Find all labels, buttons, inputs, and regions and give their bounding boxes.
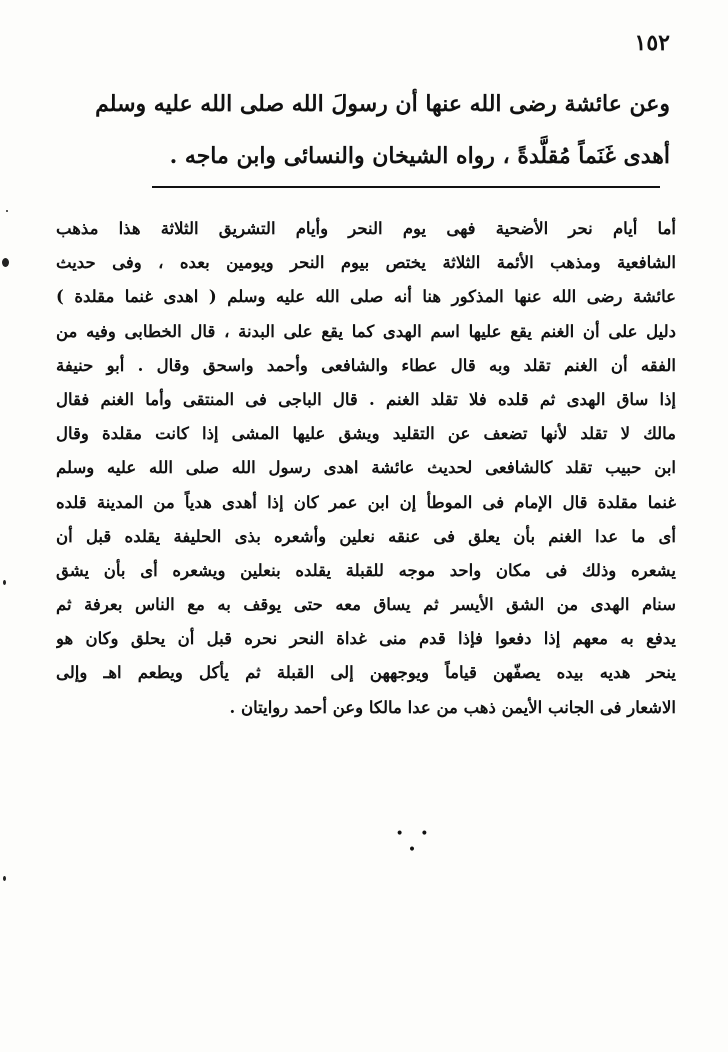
- commentary-line: دليل على أن الغنم يقع عليها اسم الهدى كما يقع على البدنة ، قال الخطابى وفيه من: [56, 321, 676, 341]
- commentary-line: سنام الهدى من الشق الأيسر ثم يساق معه حتى يوقف به مع الناس بعرفة ثم: [56, 595, 676, 615]
- commentary-line: الشافعية ومذهب الأئمة الثلاثة يختص بيوم النحر ويومين بعده ، وفى حديث: [56, 253, 676, 273]
- hadith-line: وعن عائشة رضى الله عنها أن رسولَ الله صلى الله عليه وسلم: [95, 91, 670, 117]
- separator-rule: [152, 186, 660, 188]
- commentary-line: أما أيام نحر الأضحية فهى يوم النحر وأيام التشريق الثلاثة هذا مذهب: [56, 219, 676, 238]
- commentary-line: غنما مقلدة قال الإمام فى الموطأ إن ابن عمر كان إذا أهدى هدياً من المدينة قلده: [56, 492, 676, 512]
- commentary-line: إذا ساق الهدى ثم قلده فلا تقلد الغنم . قال الباجى فى المنتقى وأما الغنم فقال: [56, 389, 676, 409]
- scan-speck: [2, 258, 9, 267]
- scan-speck: [3, 580, 6, 585]
- commentary-line: عائشة رضى الله عنها المذكور هنا أنه صلى الله عليه وسلم ( اهدى غنما مقلدة ): [56, 287, 676, 307]
- commentary-line: مالك لا تقلد لأنها تضعف عن التقليد ويشق عليها المشى إذا كانت مقلدة وقال: [56, 424, 676, 444]
- hadith-line: أهدى غَنَماً مُقلَّدةً ، رواه الشيخان والنسائى وابن ماجه .: [169, 143, 670, 169]
- page-number: ١٥٢: [634, 30, 670, 56]
- commentary-line: يدفع به معهم إذا دفعوا فإذا قدم منى غداة النحر نحره قبل أن يحلق وكان هو: [56, 629, 676, 649]
- commentary-line: ابن حبيب تقلد كالشافعى لحديث عائشة اهدى رسول الله صلى الله عليه وسلم: [56, 458, 676, 478]
- hadith-text: [80, 78, 670, 182]
- commentary-text: [56, 212, 676, 725]
- commentary-line: يشعره وذلك فى مكان واحد موجه للقبلة يقلده بنعلين ويشعره أى بأن يشق: [56, 560, 676, 580]
- scan-speck: [6, 210, 8, 212]
- scan-speck: [3, 876, 6, 881]
- commentary-line: ينحر هديه بيده يصفّهن قياماً ويوجههن إلى القبلة ثم يأكل ويطعم اهـ وإلى: [56, 663, 676, 683]
- commentary-line: أى ما عدا الغنم بأن يعلق فى عنقه نعلين وأشعره بذى الحليفة يقلده قبل أن: [56, 526, 676, 546]
- section-ornament: • • •: [395, 826, 435, 858]
- commentary-line: الاشعار فى الجانب الأيمن ذهب من عدا مالكا وعن أحمد روايتان .: [229, 697, 676, 717]
- commentary-line: الفقه أن الغنم تقلد وبه قال عطاء والشافعى وأحمد واسحق وقال . أبو حنيفة: [56, 355, 676, 375]
